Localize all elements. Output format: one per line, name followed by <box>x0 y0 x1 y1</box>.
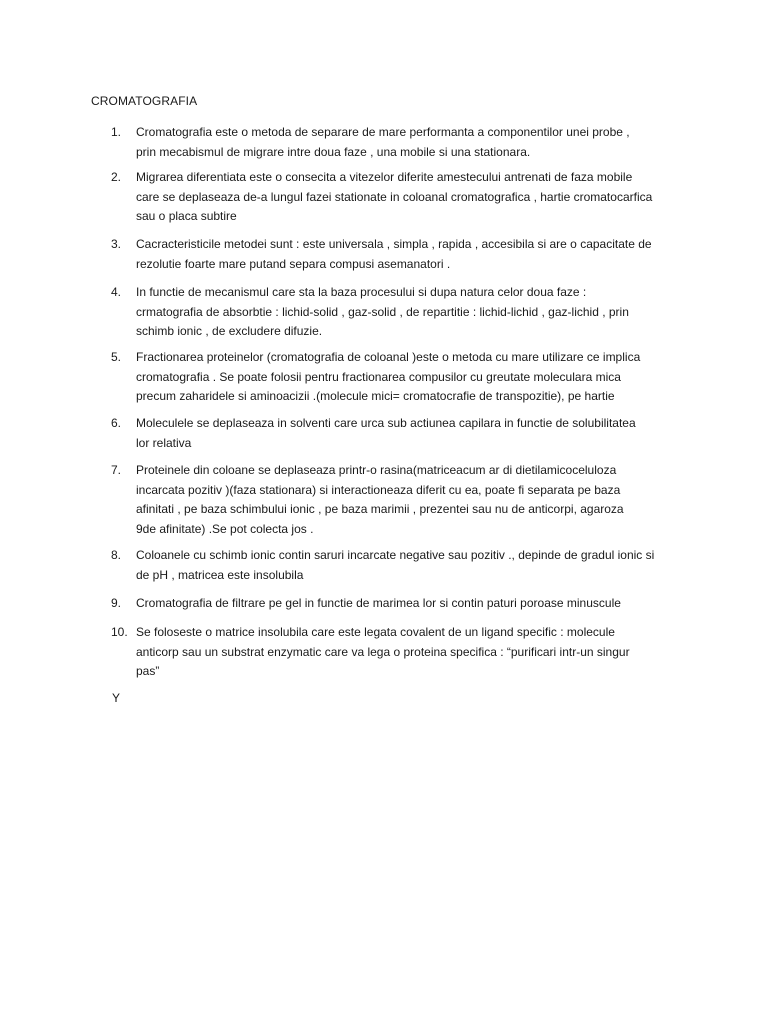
list-item-number: 7. <box>111 463 122 477</box>
list-item-number: 3. <box>111 237 122 251</box>
list-item-text: Moleculele se deplaseaza in solventi care urca sub actiunea capilara in functie de solubilitatea lor relativa <box>136 416 636 450</box>
list-item-number: 6. <box>111 416 122 430</box>
list-item-text: Migrarea diferentiata este o consecita a vitezelor diferite amestecului antrenati de faza mobile care se deplaseaza de-a lungul fazei stationate in coloanal cromatografica , hartie cromatocarfica sau o placa subtire <box>136 170 653 223</box>
list-item-number: 9. <box>111 596 122 610</box>
list-item-number: 8. <box>111 548 122 562</box>
list-item-number: 2. <box>111 170 122 184</box>
list-item-number: 1. <box>111 125 122 139</box>
list-item-text: Se foloseste o matrice insolubila care este legata covalent de un ligand specific : molecule anticorp sau un substrat enzymatic care va lega o proteina specifica : “purificari intr-un singur pas” <box>136 625 630 678</box>
trailing-text: Y <box>112 691 121 705</box>
list-item-text: Cromatografia de filtrare pe gel in functie de marimea lor si contin paturi poroase minuscule <box>136 596 621 610</box>
list-item-text: In functie de mecanismul care sta la baza procesului si dupa natura celor doua faze : crmatografia de absorbtie : lichid-solid , gaz-solid , de repartitie : lichid-lichid , gaz-lichid , prin schimb ionic , de excludere difuzie. <box>136 285 629 338</box>
list-item-text: Fractionarea proteinelor (cromatografia de coloanal )este o metoda cu mare utilizare ce implica cromatografia . Se poate folosii pentru fractionarea compusilor cu greutate moleculara mica precum zaharidele si aminoacizii .(molecule mici= cromatocrafie de transpozitie), pe hartie <box>136 350 641 403</box>
list-item-text: Proteinele din coloane se deplaseaza printr-o rasina(matriceacum ar di dietilamicoceluloza incarcata pozitiv )(faza stationara) si interactioneaza diferit cu ea, poate fi separata pe baza afinitati , pe baza schimbului ionic , pe baza marimii , prezentei sau nu de anticorpi, agaroza 9de afinitate) .Se pot colecta jos . <box>136 463 624 536</box>
list-item-number: 10. <box>111 625 128 639</box>
list-item-text: Cacracteristicile metodei sunt : este universala , simpla , rapida , accesibila si are o capacitate de rezolutie foarte mare putand separa compusi asemanatori . <box>136 237 652 271</box>
list-item-number: 4. <box>111 285 122 299</box>
list-item-text: Cromatografia este o metoda de separare de mare performanta a componentilor unei probe , prin mecabismul de migrare intre doua faze , una mobile si una stationara. <box>136 125 630 159</box>
list-item-text: Coloanele cu schimb ionic contin saruri incarcate negative sau pozitiv ., depinde de gradul ionic si de pH , matricea este insolubila <box>136 548 655 582</box>
list-item-number: 5. <box>111 350 122 364</box>
document-title: CROMATOGRAFIA <box>91 94 198 108</box>
